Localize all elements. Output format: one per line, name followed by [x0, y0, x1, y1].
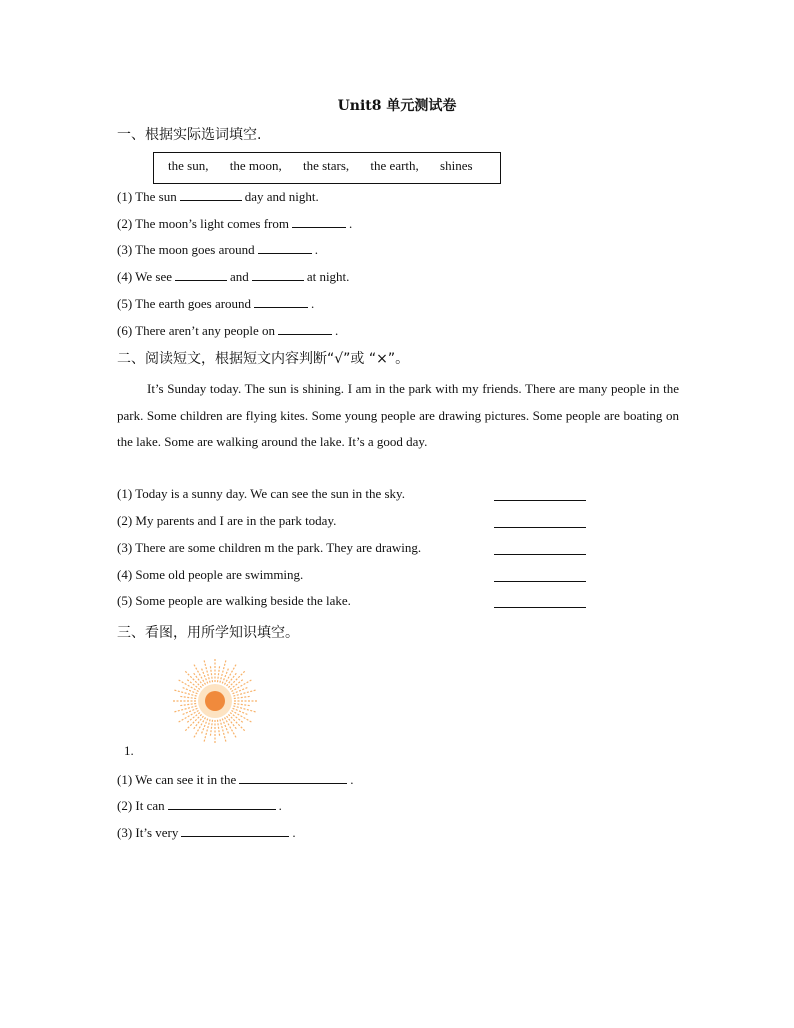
page-title: Unit8 单元测试卷	[337, 98, 457, 114]
answer-blank[interactable]	[168, 797, 276, 810]
word-bank-box	[153, 152, 501, 184]
answer-blank[interactable]	[175, 268, 227, 281]
tf-answer-blank[interactable]	[494, 607, 586, 608]
answer-blank[interactable]	[278, 322, 332, 335]
reading-passage: It’s Sunday today. The sun is shining. I am in the park with my friends. There are many people in the park. Some children are flying kites. Some young people are drawing pictures. Some people are boating on the lake. Some are walking around the lake. It’s a good day.	[117, 381, 679, 449]
sun-core	[205, 691, 225, 711]
section1-heading: 一、根据实际选词填空.	[117, 127, 262, 143]
s3-question-1: (1) We can see it in the .	[117, 772, 354, 787]
tf-answer-blank[interactable]	[494, 554, 586, 555]
word-bank-item: the stars,	[302, 158, 350, 173]
answer-blank[interactable]	[292, 215, 346, 228]
s1-question-5: (5) The earth goes around .	[117, 296, 315, 311]
tf-statement-1: (1) Today is a sunny day. We can see the sun in the sky.	[117, 486, 405, 501]
word-bank-item: the earth,	[370, 158, 419, 173]
word-bank-item: the moon,	[229, 158, 282, 173]
picture-item-number: 1.	[124, 743, 134, 758]
answer-blank[interactable]	[252, 268, 304, 281]
tf-statement-5: (5) Some people are walking beside the lake.	[117, 593, 351, 608]
s3-question-3: (3) It’s very .	[117, 825, 296, 840]
word-bank-item: the sun,	[168, 158, 209, 173]
s1-question-6: (6) There aren’t any people on .	[117, 323, 339, 338]
s1-question-2: (2) The moon’s light comes from .	[117, 216, 353, 231]
section2-heading: 二、阅读短文，根据短文内容判断“√”或 “×”。	[117, 351, 410, 367]
answer-blank[interactable]	[181, 824, 289, 837]
tf-answer-blank[interactable]	[494, 581, 586, 582]
s1-question-1: (1) The sun day and night.	[117, 189, 319, 204]
tf-statement-4: (4) Some old people are swimming.	[117, 567, 304, 582]
section3-heading: 三、看图，用所学知识填空。	[117, 625, 299, 641]
answer-blank[interactable]	[239, 771, 347, 784]
tf-answer-blank[interactable]	[494, 500, 586, 501]
answer-blank[interactable]	[254, 295, 308, 308]
answer-blank[interactable]	[258, 241, 312, 254]
s1-question-4: (4) We see and at night.	[117, 269, 350, 284]
s1-question-3: (3) The moon goes around .	[117, 242, 318, 257]
answer-blank[interactable]	[180, 188, 242, 201]
sun-illustration	[170, 656, 260, 746]
tf-statement-2: (2) My parents and I are in the park today.	[117, 513, 337, 528]
word-bank-item: shines	[440, 158, 473, 173]
s3-question-2: (2) It can .	[117, 798, 282, 813]
tf-statement-3: (3) There are some children m the park. They are drawing.	[117, 540, 422, 555]
tf-answer-blank[interactable]	[494, 527, 586, 528]
